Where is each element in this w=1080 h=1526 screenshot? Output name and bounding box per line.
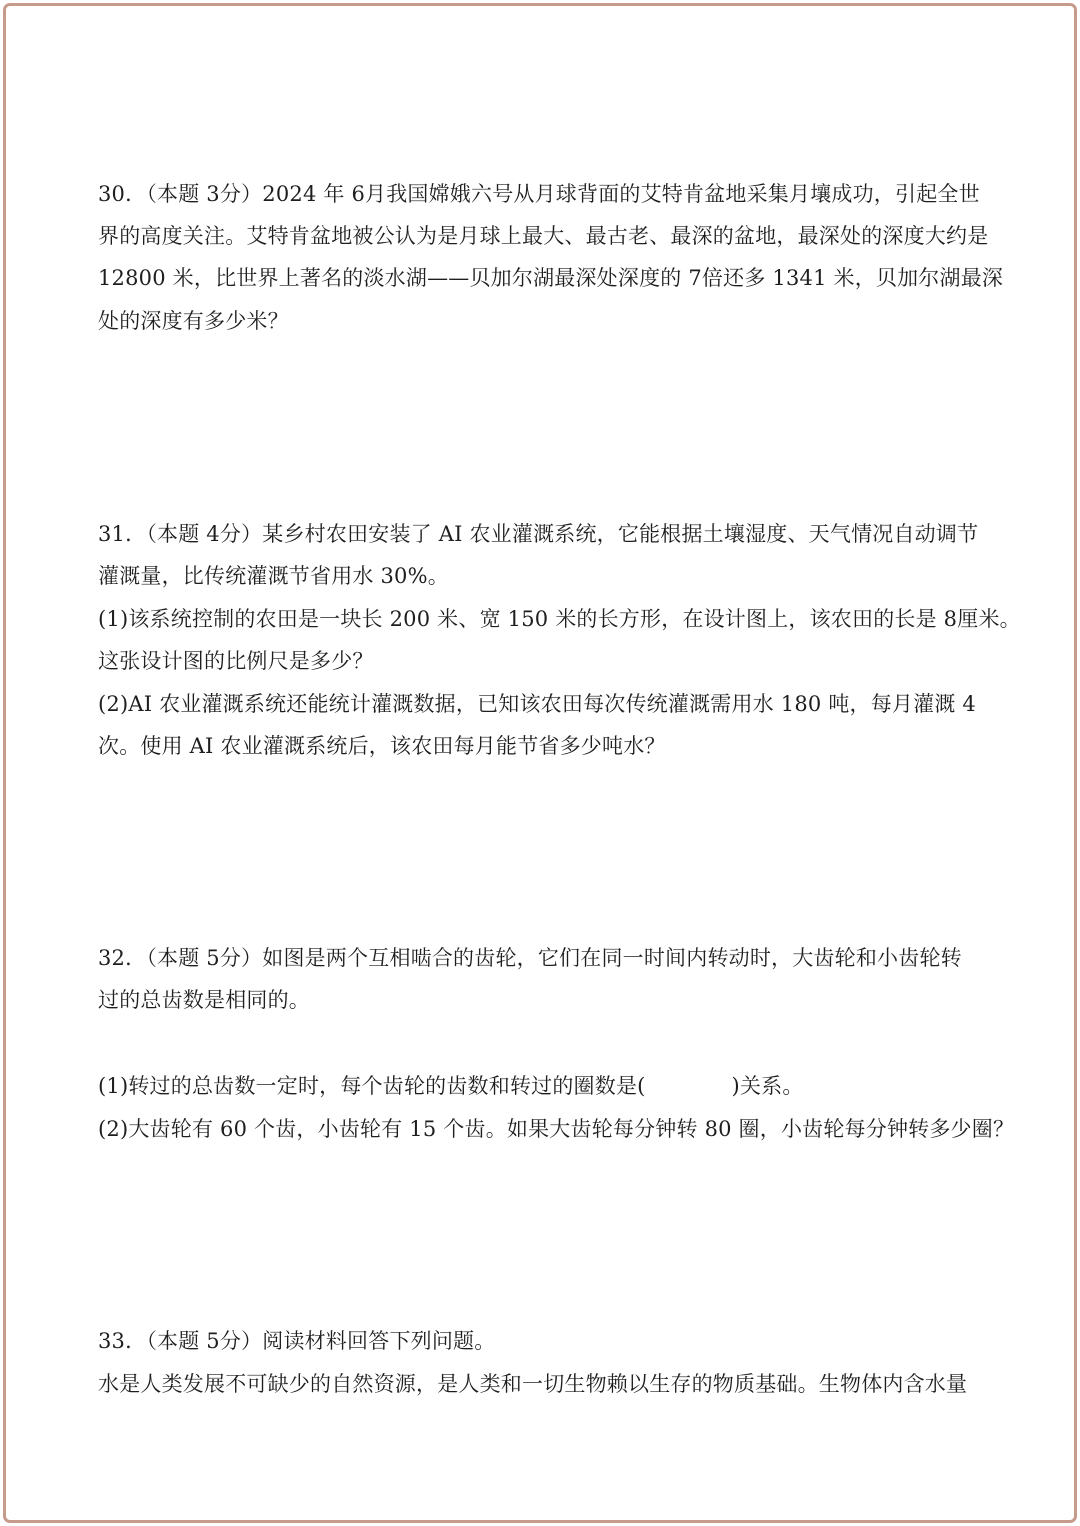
q31-line-2: 灌溉量，比传统灌溉节省用水 30%。 bbox=[98, 564, 449, 588]
q31-line-3: (1)该系统控制的农田是一块长 200 米、宽 150 米的长方形，在设计图上，该农田的长是 8厘米。 bbox=[98, 607, 1021, 631]
q30-line-3: 12800 米，比世界上著名的淡水湖——贝加尔湖最深处深度的 7倍还多 1341 米，贝加尔湖最深 bbox=[98, 266, 1004, 290]
q31-line-1: 31．（本题 4分）某乡村农田安装了 AI 农业灌溉系统，它能根据土壤湿度、天气情况自动调节 bbox=[98, 522, 979, 546]
q32-part2: (2)大齿轮有 60 个齿，小齿轮有 15 个齿。如果大齿轮每分钟转 80 圈，小齿轮每分钟转多少圈？ bbox=[98, 1117, 1015, 1141]
q33-line-2: 水是人类发展不可缺少的自然资源，是人类和一切生物赖以生存的物质基础。生物体内含水量 bbox=[98, 1372, 968, 1396]
q30-line-2: 界的高度关注。艾特肯盆地被公认为是月球上最大、最古老、最深的盆地，最深处的深度大约是 bbox=[98, 224, 989, 248]
q30-line-4: 处的深度有多少米？ bbox=[98, 309, 289, 333]
answer-blank[interactable] bbox=[646, 1092, 732, 1093]
q32-line-2: 过的总齿数是相同的。 bbox=[98, 988, 310, 1012]
q33-line-1: 33．（本题 5分）阅读材料回答下列问题。 bbox=[98, 1329, 496, 1353]
q31-line-6: 次。使用 AI 农业灌溉系统后，该农田每月能节省多少吨水？ bbox=[98, 734, 666, 758]
q32-part1-after: )关系。 bbox=[731, 1074, 804, 1098]
q30-line-1: 30．（本题 3分）2024 年 6月我国嫦娥六号从月球背面的艾特肯盆地采集月壤成功，引起全世 bbox=[98, 182, 980, 206]
q32-part1-before: (1)转过的总齿数一定时，每个齿轮的齿数和转过的圈数是( bbox=[98, 1074, 646, 1098]
q32-line-1: 32．（本题 5分）如图是两个互相啮合的齿轮，它们在同一时间内转动时，大齿轮和小齿轮转 bbox=[98, 946, 962, 970]
q31-line-4: 这张设计图的比例尺是多少？ bbox=[98, 649, 374, 673]
q31-line-5: (2)AI 农业灌溉系统还能统计灌溉数据，已知该农田每次传统灌溉需用水 180 吨，每月灌溉 4 bbox=[98, 692, 976, 716]
q32-part1 bbox=[98, 1071, 804, 1101]
